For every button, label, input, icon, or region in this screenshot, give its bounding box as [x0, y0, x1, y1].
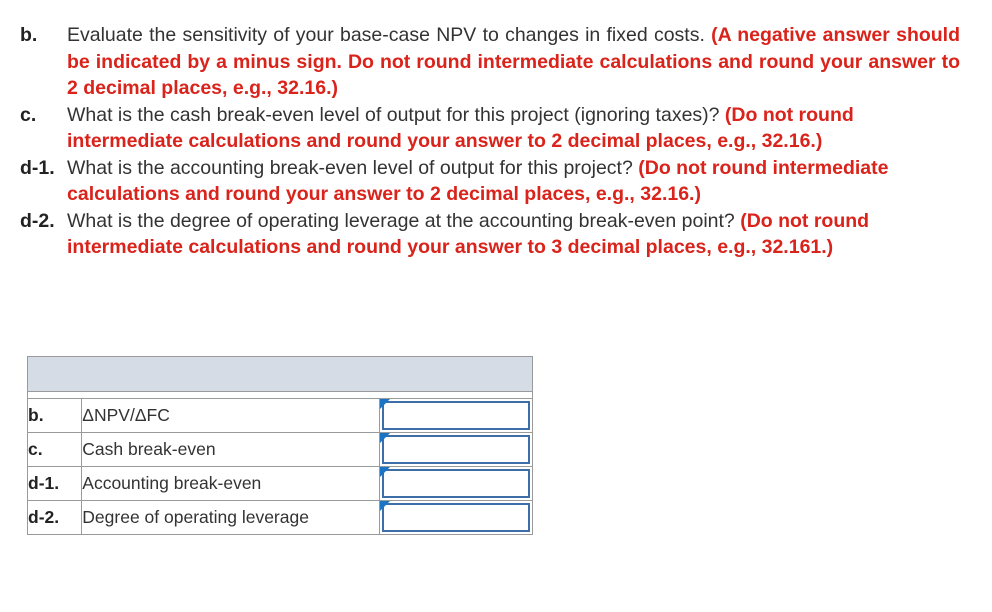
question-body: [67, 155, 960, 208]
cell-marker-icon: [380, 501, 390, 511]
table-header-row: [28, 357, 533, 392]
cell-marker-icon: [380, 467, 390, 477]
question-text: What is the accounting break-even level of output for this project?: [67, 156, 633, 179]
cell-marker-icon: [380, 433, 390, 443]
question-c: [20, 102, 960, 155]
question-instruction: (Do not round intermediate calculations and round your answer to 2 decimal places, e.g., 32.16.): [67, 156, 889, 205]
question-label: d-2.: [20, 209, 55, 232]
row-description: ΔNPV/ΔFC: [82, 399, 380, 433]
question-instruction: (Do not round intermediate calculations and round your answer to 3 decimal places, e.g., 32.161.): [67, 209, 870, 258]
question-text: What is the cash break-even level of output for this project (ignoring taxes)?: [67, 103, 720, 126]
row-label: c.: [28, 433, 82, 467]
row-description: Degree of operating leverage: [82, 501, 380, 535]
question-d2: [20, 208, 960, 261]
question-body: [67, 22, 960, 102]
answer-cell: [380, 467, 533, 501]
table-row: [28, 399, 533, 433]
question-label: b.: [20, 24, 38, 46]
question-list: [20, 22, 960, 261]
table-row: [28, 467, 533, 501]
row-description: Accounting break-even: [82, 467, 380, 501]
table-spacer: [28, 392, 533, 399]
answer-input-accounting-break-even[interactable]: [382, 469, 530, 498]
answer-cell: [380, 501, 533, 535]
row-description: Cash break-even: [82, 433, 380, 467]
question-d1: [20, 155, 960, 208]
table-header-cell: [28, 357, 533, 392]
question-body: [67, 208, 960, 261]
table-row: [28, 433, 533, 467]
question-body: [67, 102, 960, 155]
question-text: Evaluate the sensitivity of your base-case NPV to changes in fixed costs.: [67, 24, 705, 46]
answer-input-cash-break-even[interactable]: [382, 435, 530, 464]
table-row: [28, 501, 533, 535]
question-b: [20, 22, 960, 102]
table-spacer-cell: [28, 392, 533, 399]
row-label: b.: [28, 399, 82, 433]
answer-table: [27, 356, 533, 535]
cell-marker-icon: [380, 399, 390, 409]
answer-input-operating-leverage[interactable]: [382, 503, 530, 532]
answer-input-npv-sensitivity[interactable]: [382, 401, 530, 430]
question-text: What is the degree of operating leverage at the accounting break-even point?: [67, 209, 735, 232]
question-instruction: (A negative answer should be indicated by a minus sign. Do not round intermediate calculations and round your answer to 2 decimal places, e.g., 32.16.): [67, 24, 961, 99]
question-instruction: (Do not round intermediate calculations and round your answer to 2 decimal places, e.g., 32.16.): [67, 103, 854, 152]
row-label: d-2.: [28, 501, 82, 535]
answer-cell: [380, 399, 533, 433]
question-label: d-1.: [20, 156, 55, 179]
row-label: d-1.: [28, 467, 82, 501]
answer-cell: [380, 433, 533, 467]
question-label: c.: [20, 103, 37, 126]
